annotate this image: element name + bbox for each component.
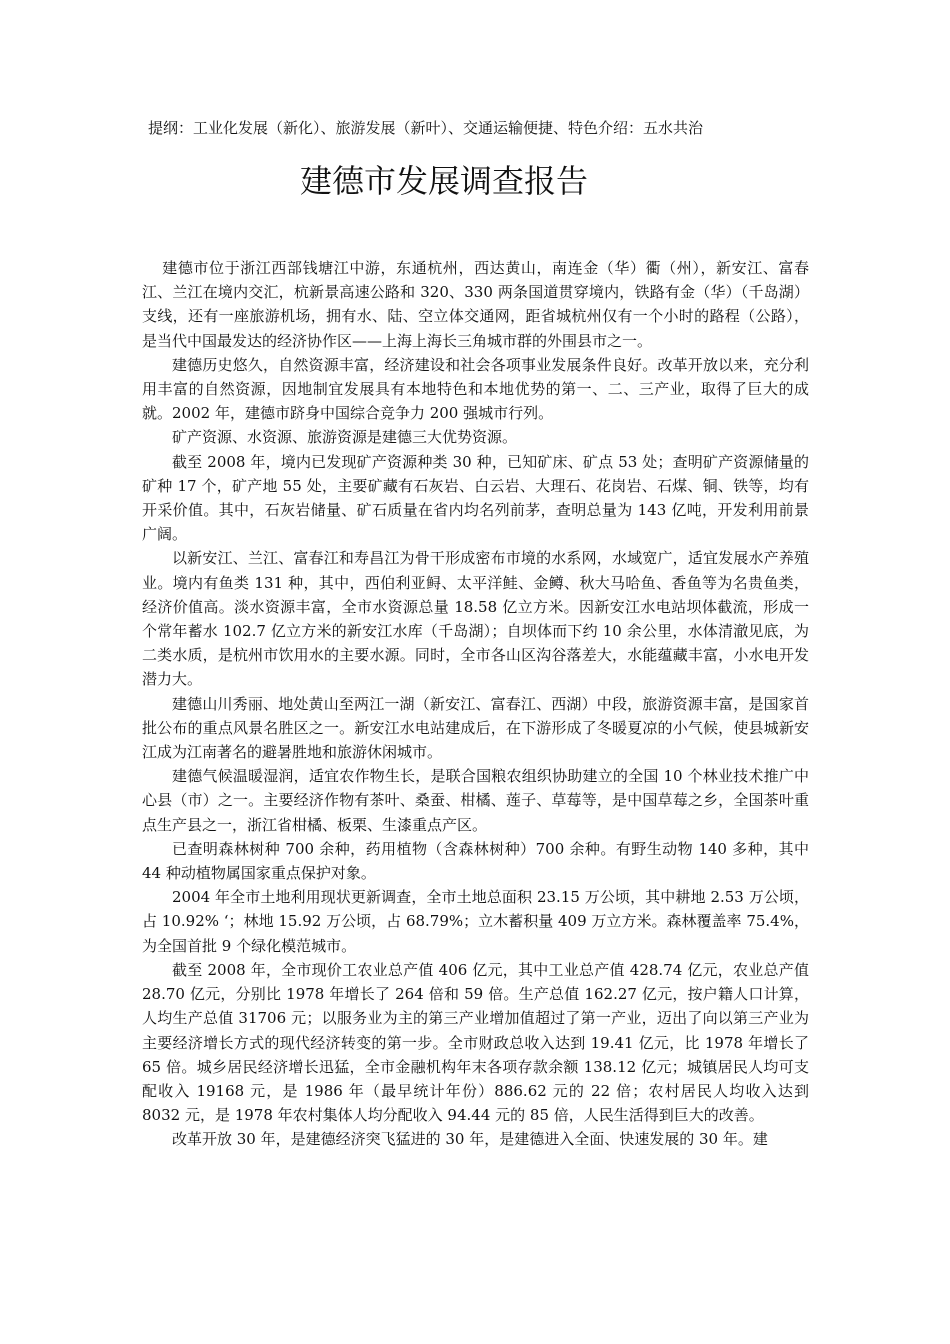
paragraph-land: 2004 年全市土地利用现状更新调查，全市土地总面积 23.15 万公顷，其中耕地 2.53 万公顷，占 10.92% ‘；林地 15.92 万公顷，占 68.79%；立木蓄积量 409 万立方米。森林覆盖率 75.4%，为全国首批 9 个绿化模范城市。: [142, 888, 809, 955]
page-title: 建德市发展调查报告: [299, 162, 588, 200]
paragraph-reform: 改革开放 30 年，是建德经济突飞猛进的 30 年，是建德进入全面、快速发展的 30 年。建: [172, 1130, 768, 1149]
paragraph-history: 建德历史悠久，自然资源丰富，经济建设和社会各项事业发展条件良好。改革开放以来，充分利用丰富的自然资源，因地制宜发展具有本地特色和本地优势的第一、二、三产业，取得了巨大的成就。2002 年，建德市跻身中国综合竞争力 200 强城市行列。: [142, 355, 809, 423]
paragraph-water: 以新安江、兰江、富春江和寿昌江为骨干形成密布市境的水系网，水域宽广，适宜发展水产养殖业。境内有鱼类 131 种，其中，西伯利亚鲟、太平洋鲑、金鳟、秋大马哈鱼、香鱼等为名贵鱼类，经济价值高。淡水资源丰富，全市水资源总量 18.58 亿立方米。因新安江水电站坝体截流，形成一个常年蓄水 102.7 亿立方米的新安江水库（千岛湖）；自坝体而下约 10 余公里，水体清澈见底，为二类水质，是杭州市饮用水的主要水源。同时，全市各山区沟谷落差大，水能蕴藏丰富，小水电开发潜力大。: [142, 549, 809, 689]
report-body: [142, 256, 809, 1152]
paragraph-location: 建德市位于浙江西部钱塘江中游，东通杭州，西达黄山，南连金（华）衢（州），新安江、富春江、兰江在境内交汇，杭新景高速公路和 320、330 两条国道贯穿境内，铁路有金（华）（千岛湖）支线，还有一座旅游机场，拥有水、陆、空立体交通网，距省城杭州仅有一个小时的路程（公路），是当代中国最发达的经济协作区——上海上海长三角城市群的外围县市之一。: [142, 259, 809, 350]
paragraph-climate: 建德气候温暖湿润，适宜农作物生长，是联合国粮农组织协助建立的全国 10 个林业技术推广中心县（市）之一。主要经济作物有茶叶、桑蚕、柑橘、莲子、草莓等，是中国草莓之乡，全国茶叶重点生产县之一，浙江省柑橘、板栗、生漆重点产区。: [142, 767, 809, 834]
paragraph-minerals: 截至 2008 年，境内已发现矿产资源种类 30 种，已知矿床、矿点 53 处；查明矿产资源储量的矿种 17 个，矿产地 55 处，主要矿藏有石灰岩、白云岩、大理石、花岗岩、石煤、铜、铁等，均有开采价值。其中，石灰岩储量、矿石质量在省内均名列前茅，查明总量为 143 亿吨，开发利用前景广阔。: [142, 452, 809, 544]
paragraph-resources: 矿产资源、水资源、旅游资源是建德三大优势资源。: [172, 428, 518, 447]
paragraph-tourism: 建德山川秀丽、地处黄山至两江一湖（新安江、富春江、西湖）中段，旅游资源丰富，是国家首批公布的重点风景名胜区之一。新安江水电站建成后，在下游形成了冬暖夏凉的小气候，使县城新安江成为江南著名的避暑胜地和旅游休闲城市。: [142, 694, 809, 762]
paragraph-economy: 截至 2008 年，全市现价工农业总产值 406 亿元，其中工业总产值 428.74 亿元，农业总产值 28.70 亿元，分别比 1978 年增长了 264 倍和 59 倍。生产总值 162.27 亿元，按户籍人口计算，人均生产总值 31706 元；以服务业为主的第三产业增加值超过了第一产业，迈出了向以第三产业为主要经济增长方式的现代经济转变的第一步。全市财政总收入达到 19.41 亿元，比 1978 年增长了 65 倍。城乡居民经济增长迅猛，全市金融机构年末各项存款余额 138.12 亿元；城镇居民人均可支配收入 19168 元，是 1986 年（最早统计年份）886.62 元的 22 倍；农村居民人均收入达到 8032 元，是 1978 年农村集体人均分配收入 94.44 元的 85 倍，人民生活得到巨大的改善。: [142, 960, 809, 1125]
outline-line: 提纲：工业化发展（新化）、旅游发展（新叶）、交通运输便捷、特色介绍：五水共治: [148, 119, 704, 137]
paragraph-species: 已查明森林树种 700 余种，药用植物（含森林树种）700 余种。有野生动物 140 多种，其中 44 种动植物属国家重点保护对象。: [142, 839, 809, 883]
